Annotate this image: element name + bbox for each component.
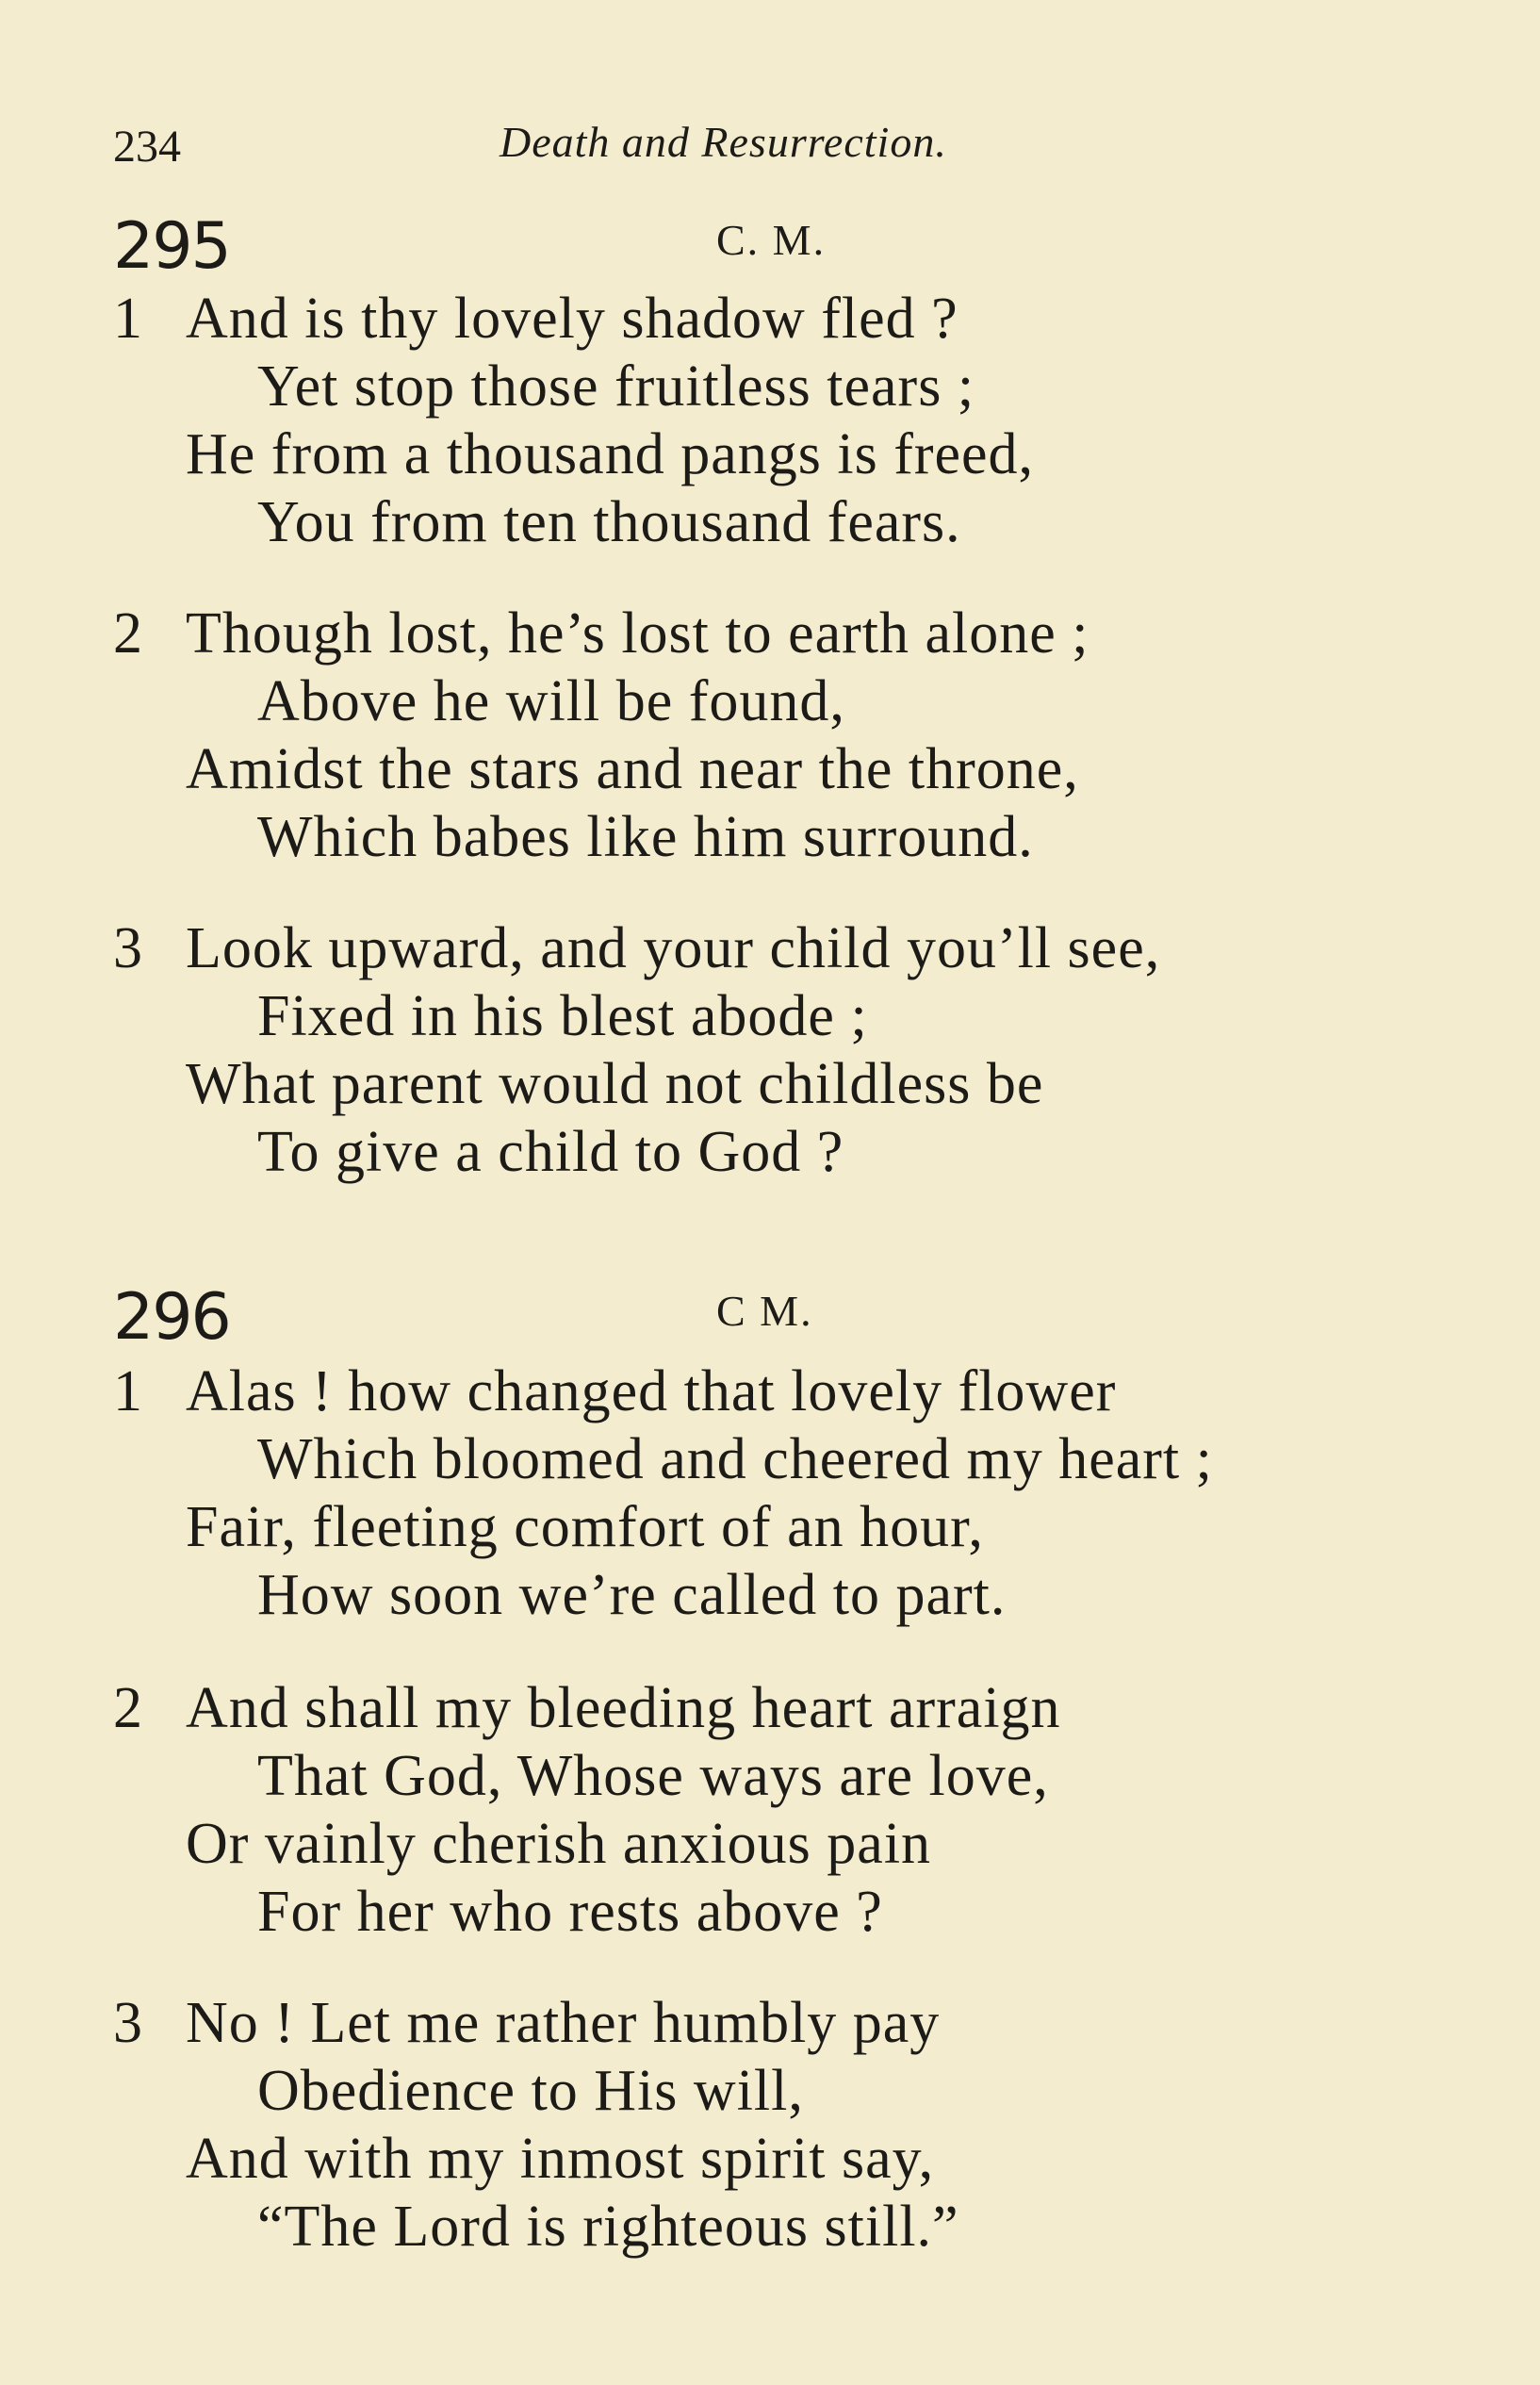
verse-line: Fair, fleeting comfort of an hour, [186,1495,984,1559]
verse-line: 2 Though lost, he’s lost to earth alone ; [113,601,1089,666]
stanza [113,1989,1470,2261]
verse-line: You from ten thousand fears. [257,490,961,554]
stanza [113,1674,1470,1946]
verse-line: For her who rests above ? [257,1880,883,1944]
verse-line: “The Lord is righteous still.” [257,2195,959,2259]
verse-line: Which babes like him surround. [257,805,1034,869]
verse-line: To give a child to God ? [257,1120,844,1184]
verse-line: He from a thousand pangs is freed, [186,422,1035,486]
verse-line: Above he will be found, [257,669,845,733]
verse-line: Fixed in his blest abode ; [257,984,868,1048]
verse-line: Amidst the stars and near the throne, [186,737,1079,801]
stanza-number: 1 [113,287,143,351]
verse-line: Which bloomed and cheered my heart ; [257,1427,1213,1491]
hymn-number-296: 296 [113,1280,230,1355]
page-number: 234 [113,122,181,172]
verse-line: How soon we’re called to part. [257,1563,1007,1627]
running-head: Death and Resurrection. [500,118,947,166]
verse-line: 2 And shall my bleeding heart arraign [113,1676,1061,1740]
verse-line: Or vainly cherish anxious pain [186,1812,932,1876]
stanza [113,914,1470,1186]
verse-line: Yet stop those fruitless tears ; [257,354,975,419]
verse-line: Obedience to His will, [257,2059,804,2123]
stanza-number: 1 [113,1359,143,1423]
hymn-number-295: 295 [113,209,230,284]
verse-line: That God, Whose ways are love, [257,1744,1049,1808]
stanza [113,600,1470,871]
stanza-number: 3 [113,916,143,980]
verse-line: 3 No ! Let me rather humbly pay [113,1991,941,2055]
stanza [113,285,1470,556]
verse-line: 1 And is thy lovely shadow fled ? [113,287,958,351]
hymn-meter: C M. [716,1287,813,1335]
stanza-number: 2 [113,601,143,666]
stanza-number: 2 [113,1676,143,1740]
stanza-number: 3 [113,1991,143,2055]
verse-line: 1 Alas ! how changed that lovely flower [113,1359,1117,1423]
stanza [113,1357,1470,1629]
verse-line: What parent would not childless be [186,1052,1044,1116]
verse-line: 3 Look upward, and your child you’ll see, [113,916,1161,980]
hymn-meter: C. M. [716,216,827,264]
verse-line: And with my inmost spirit say, [186,2127,935,2191]
